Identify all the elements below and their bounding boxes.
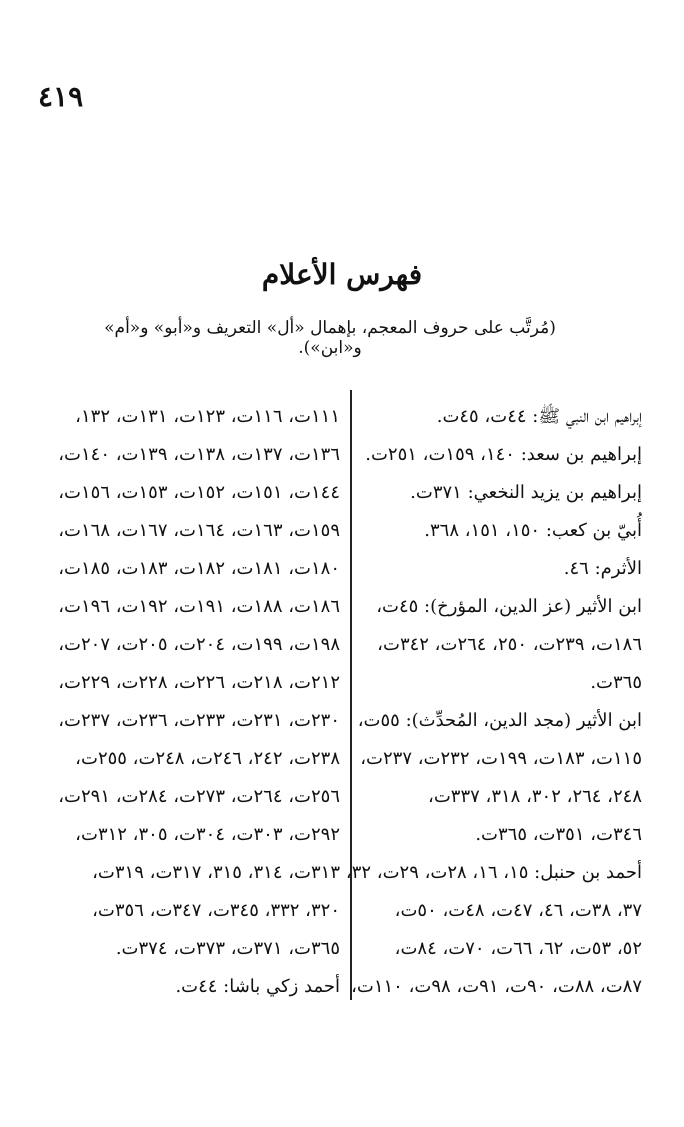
index-entry: ١٨٠ت، ١٨١ت، ١٨٢ت، ١٨٣ت، ١٨٥ت، <box>58 558 340 579</box>
index-entry: ٢٣٠ت، ٢٣١ت، ٢٣٣ت، ٢٣٦ت، ٢٣٧ت، <box>58 710 340 731</box>
index-entry: ١١٥ت، ١٨٣ت، ١٩٩ت، ٢٣٢ت، ٢٣٧ت، <box>360 748 642 769</box>
index-entry: ابن الأثير (مجد الدين، المُحدِّث): ٥٥ت، <box>357 710 642 731</box>
index-entry: ٣٦٥ت، ٣٧١ت، ٣٧٣ت، ٣٧٤ت. <box>115 938 340 959</box>
index-entry: ٢٣٨ت، ٢٤٢، ٢٤٦ت، ٢٤٨ت، ٢٥٥ت، <box>75 748 340 769</box>
index-entry: ١٣٦ت، ١٣٧ت، ١٣٨ت، ١٣٩ت، ١٤٠ت، <box>58 444 340 465</box>
index-entry: ابن الأثير (عز الدين، المؤرخ): ٤٥ت، <box>376 596 642 617</box>
page-title: فهرس الأعلام <box>261 258 423 291</box>
index-entry: ٣٤٦ت، ٣٥١ت، ٣٦٥ت. <box>475 824 642 845</box>
index-entry: إبراهيم بن سعد: ١٤٠، ١٥٩ت، ٢٥١ت. <box>365 444 642 465</box>
index-entry: ٣٢٠، ٣٣٢، ٣٤٥ت، ٣٤٧ت، ٣٥٦ت، <box>92 900 340 921</box>
index-entry: ١٤٤ت، ١٥١ت، ١٥٢ت، ١٥٣ت، ١٥٦ت، <box>58 482 340 503</box>
index-column-left <box>40 398 340 1006</box>
column-divider <box>350 390 352 1000</box>
index-entry: إبراهيم ابن النبي ﷺ: ٤٤ت، ٤٥ت. <box>436 406 642 427</box>
index-entry: ١٥٩ت، ١٦٣ت، ١٦٤ت، ١٦٧ت، ١٦٨ت، <box>58 520 340 541</box>
index-entry: ٢٤٨، ٢٦٤، ٣٠٢، ٣١٨، ٣٣٧ت، <box>428 786 642 807</box>
index-entry: ٣٧، ٣٨ت، ٤٦، ٤٧ت، ٤٨ت، ٥٠ت، <box>394 900 642 921</box>
index-entry: ٢١٢ت، ٢١٨ت، ٢٢٦ت، ٢٢٨ت، ٢٢٩ت، <box>58 672 340 693</box>
index-entry: ١١١ت، ١١٦ت، ١٢٣ت، ١٣١ت، ١٣٢، <box>75 406 340 427</box>
index-entry: ٨٧ت، ٨٨ت، ٩٠ت، ٩١ت، ٩٨ت، ١١٠ت، <box>351 976 642 997</box>
index-entry: ١٨٦ت، ١٨٨ت، ١٩١ت، ١٩٢ت، ١٩٦ت، <box>58 596 340 617</box>
index-entry: ٣١٣ت، ٣١٤، ٣١٥، ٣١٧ت، ٣١٩ت، <box>92 862 340 883</box>
index-entry: ١٨٦ت، ٢٣٩ت، ٢٥٠، ٢٦٤ت، ٣٤٢ت، <box>377 634 642 655</box>
index-entry: ٢٩٢ت، ٣٠٣ت، ٣٠٤ت، ٣٠٥، ٣١٢ت، <box>75 824 340 845</box>
index-entry: ٢٥٦ت، ٢٦٤ت، ٢٧٣ت، ٢٨٤ت، ٢٩١ت، <box>58 786 340 807</box>
index-entry: ٣٦٥ت. <box>590 672 642 693</box>
index-entry: أحمد زكي باشا: ٤٤ت. <box>175 976 340 997</box>
index-entry: أحمد بن حنبل: ١٥، ١٦، ٢٨ت، ٢٩ت، ٣٢، <box>345 862 642 883</box>
index-entry: إبراهيم بن يزيد النخعي: ٣٧١ت. <box>410 482 642 503</box>
page-number: ٤١٩ <box>38 80 84 113</box>
index-entry: أُبيّ بن كعب: ١٥٠، ١٥١، ٣٦٨. <box>424 520 642 541</box>
index-column-right <box>345 398 642 1006</box>
index-entry: ٥٢، ٥٣ت، ٦٢، ٦٦ت، ٧٠ت، ٨٤ت، <box>394 938 642 959</box>
index-entry: ١٩٨ت، ١٩٩ت، ٢٠٤ت، ٢٠٥ت، ٢٠٧ت، <box>58 634 340 655</box>
index-entry: الأثرم: ٤٦. <box>563 558 642 579</box>
page-subtitle: (مُرتَّب على حروف المعجم، بإهمال «أل» التعريف و«أبو» و«أم» و«ابن»). <box>104 318 556 358</box>
